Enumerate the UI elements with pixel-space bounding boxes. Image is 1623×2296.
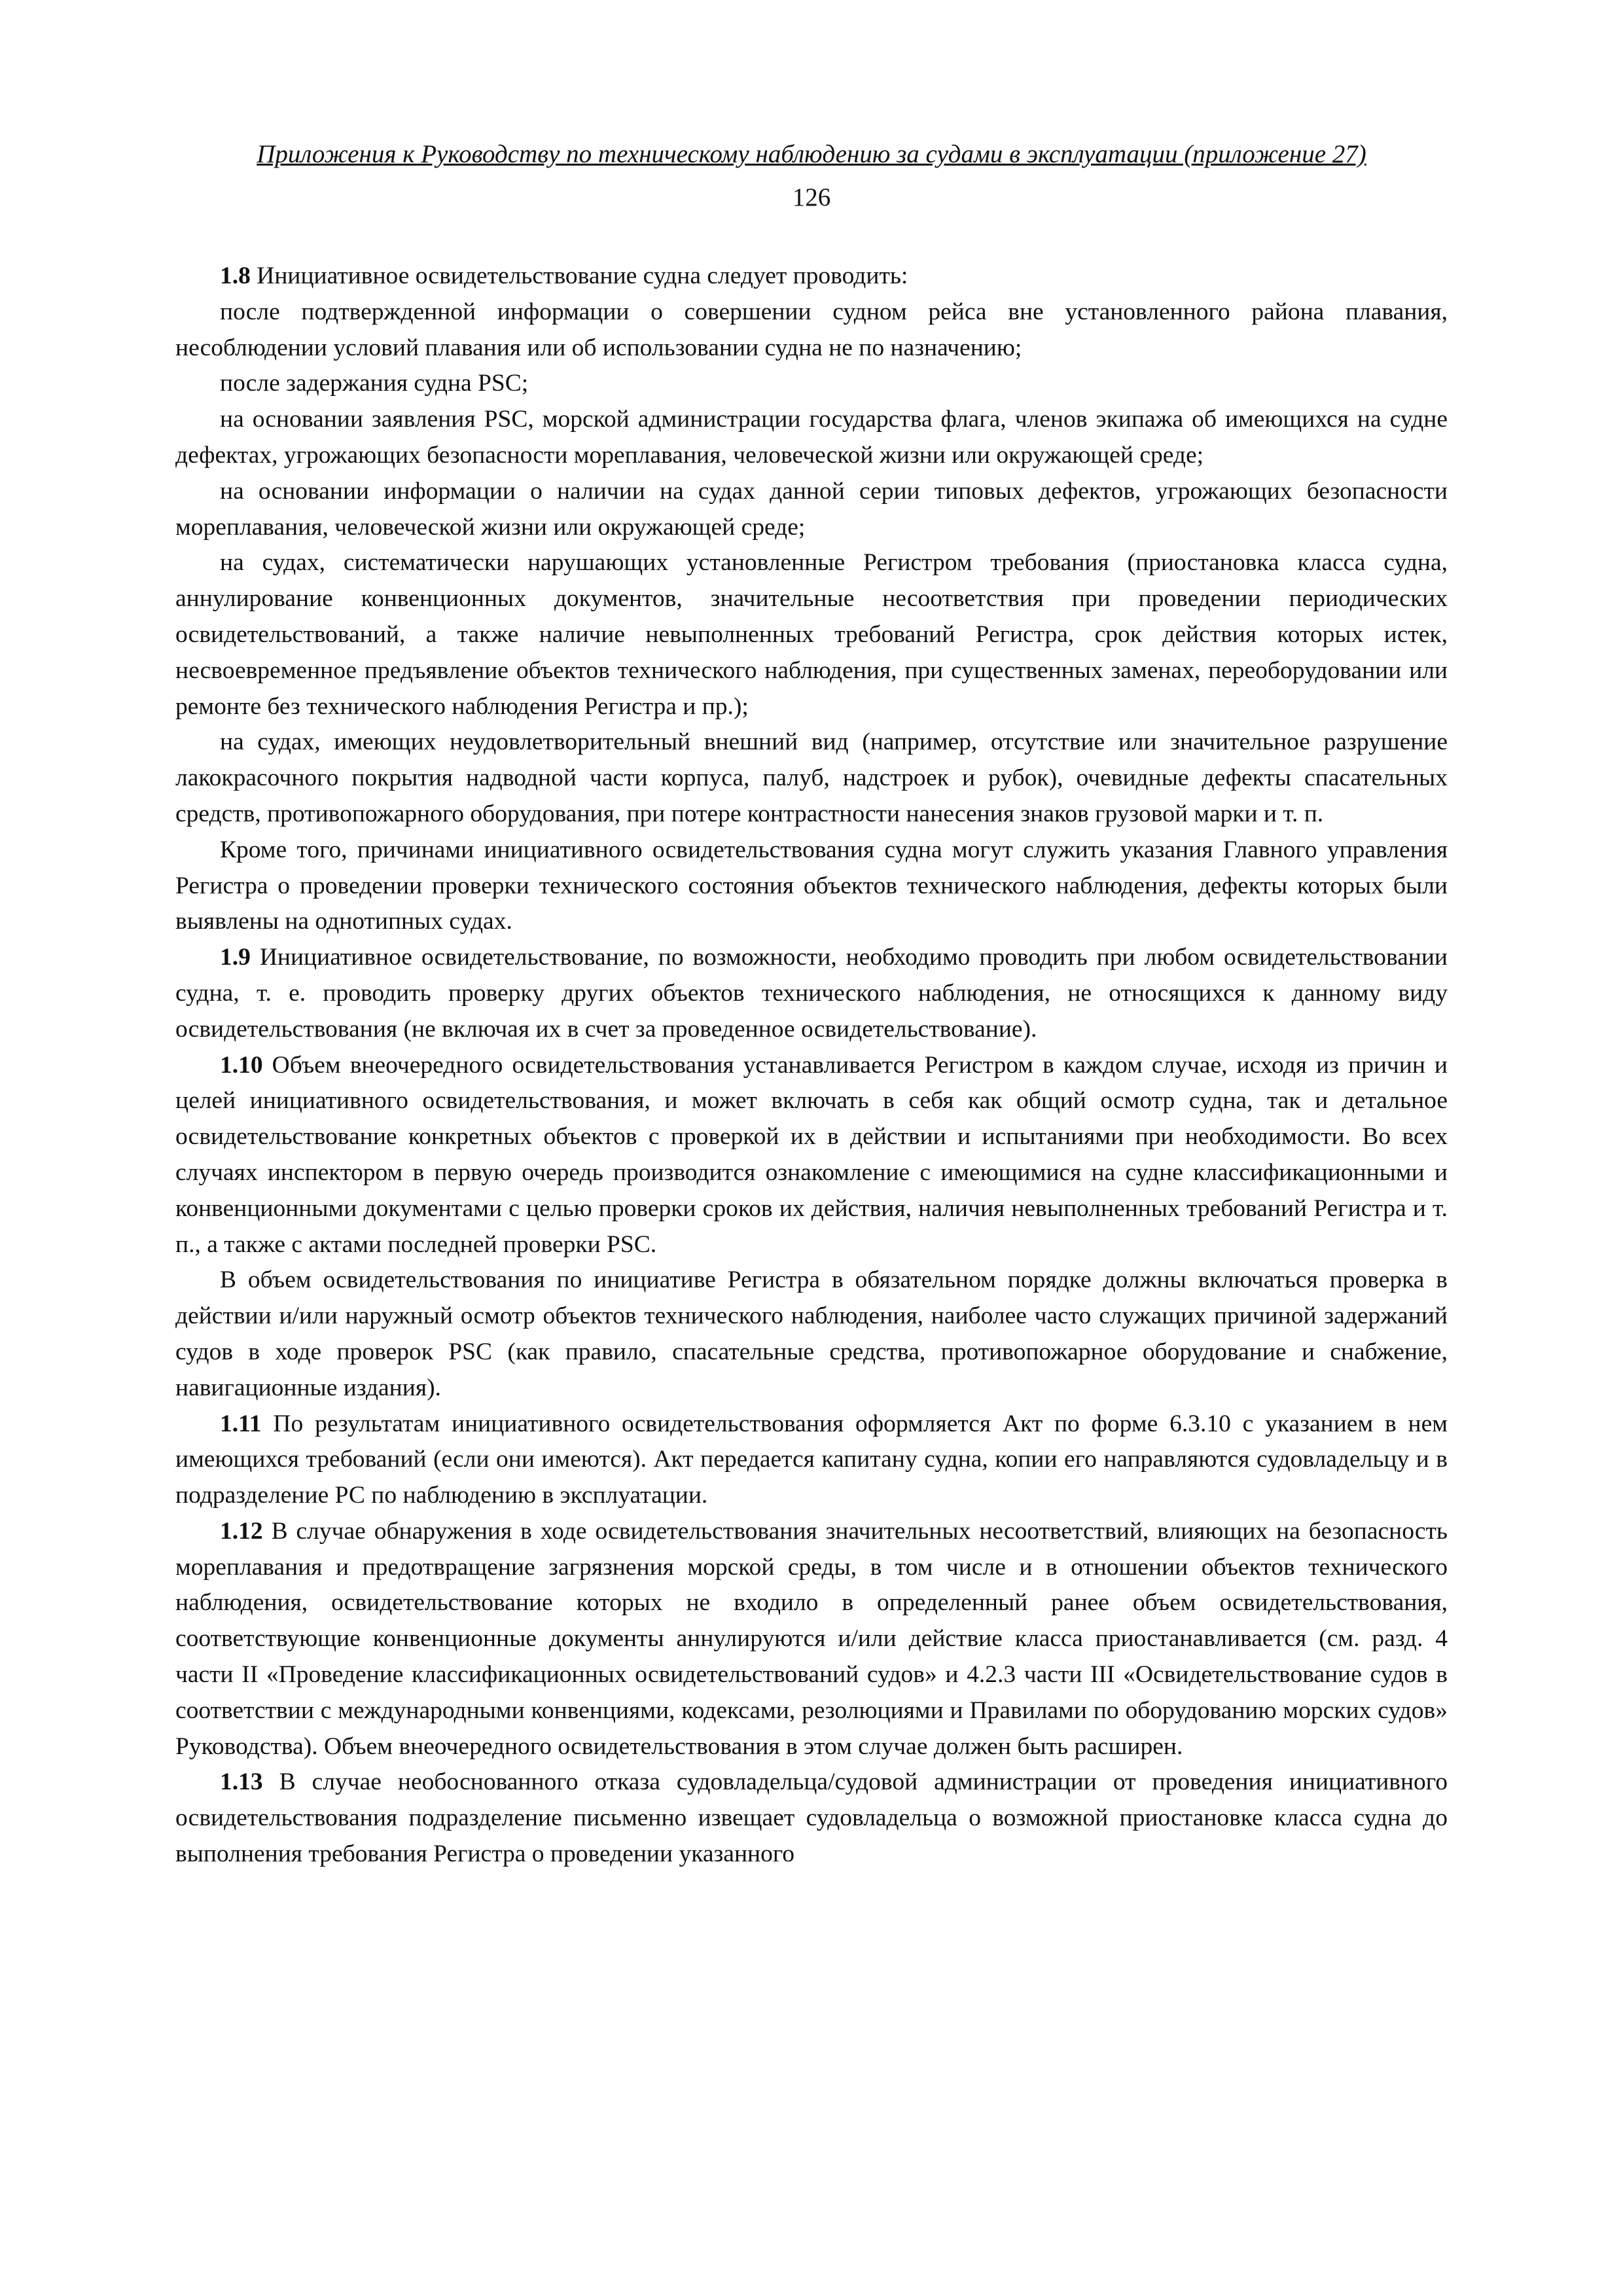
paragraph: на основании заявления PSC, морской администрации государства флага, членов экипажа об имеющихся на судне дефектах, угрожающих безопасности мореплавания, человеческой жизни или окружающей среде;: [175, 406, 1448, 469]
section-number: 1.10: [220, 1051, 263, 1079]
section-paragraph: 1.12 В случае обнаружения в ходе освидетельствования значительных несоответствий, влияющих на безопасность мореплавания и предотвращение загрязнения морской среды, в том числе и в отношении объектов технического наблюдения, освидетельствование которых не входило в определенный ранее объем освидетельствования, соответствующие конвенционные документы аннулируются и/или действие класса приостанавливается (см. разд. 4 части II «Проведение классификационных освидетельствований судов» и 4.2.3 части III «Освидетельствование судов в соответствии с международными конвенциями, кодексами, резолюциями и Правилами по оборудованию морских судов» Руководства). Объем внеочередного освидетельствования в этом случае должен быть расширен.: [175, 1517, 1448, 1760]
paragraph: после подтвержденной информации о совершении судном рейса вне установленного района плавания, несоблюдении условий плавания или об использовании судна не по назначению;: [175, 298, 1448, 361]
paragraph: 1.8 Инициативное освидетельствование судна следует проводить:: [220, 262, 908, 289]
section-number: 1.11: [220, 1410, 262, 1437]
section-number: 1.9: [220, 944, 251, 971]
running-header: Приложения к Руководству по техническому наблюдению за судами в эксплуатации (приложение 27): [257, 140, 1366, 168]
paragraph: В объем освидетельствования по инициативе Регистра в обязательном порядке должны включаться проверка в действии и/или наружный осмотр объектов технического наблюдения, наиболее часто служащих причиной задержаний судов в ходе проверок PSC (как правило, спасательные средства, противопожарное оборудование и снабжение, навигационные издания).: [175, 1266, 1448, 1401]
paragraph: после задержания судна PSC;: [220, 370, 529, 397]
paragraph: на судах, имеющих неудовлетворительный внешний вид (например, отсутствие или значительное разрушение лакокрасочного покрытия надводной части корпуса, палуб, надстроек и рубок), очевидные дефекты спасательных средств, противопожарного оборудования, при потере контрастности нанесения знаков грузовой марки и т. п.: [175, 728, 1448, 827]
section-paragraph: 1.11 По результатам инициативного освидетельствования оформляется Акт по форме 6.3.10 с указанием в нем имеющихся требований (если они имеются). Акт передается капитану судна, копии его направляются судовладельцу и в подразделение РС по наблюдению в эксплуатации.: [175, 1410, 1448, 1509]
section-number: 1.13: [220, 1768, 263, 1796]
section-paragraph: 1.13 В случае необоснованного отказа судовладельца/судовой администрации от проведения инициативного освидетельствования подразделение письменно извещает судовладельца о возможной приостановке класса судна до выполнения требования Регистра о проведении указанного: [175, 1768, 1448, 1868]
section-number: 1.12: [220, 1517, 263, 1545]
section-number: 1.8: [220, 262, 251, 289]
section-paragraph: 1.10 Объем внеочередного освидетельствования устанавливается Регистром в каждом случае, исходя из причин и целей инициативного освидетельствования, и может включать в себя как общий осмотр судна, так и детальное освидетельствование конкретных объектов с проверкой их в действии и испытаниями при необходимости. Во всех случаях инспектором в первую очередь производится ознакомление с имеющимися на судне классификационными и конвенционными документами с целью проверки сроков их действия, наличия невыполненных требований Регистра и т. п., а также с актами последней проверки PSC.: [175, 1051, 1448, 1258]
paragraph: Кроме того, причинами инициативного освидетельствования судна могут служить указания Главного управления Регистра о проведении проверки технического состояния объектов технического наблюдения, дефекты которых были выявлены на однотипных судах.: [175, 836, 1448, 935]
paragraph: на основании информации о наличии на судах данной серии типовых дефектов, угрожающих безопасности мореплавания, человеческой жизни или окружающей среде;: [175, 477, 1448, 541]
page-number: 126: [792, 183, 831, 211]
body-text: [175, 259, 1448, 1873]
paragraph: на судах, систематически нарушающих установленные Регистром требования (приостановка класса судна, аннулирование конвенционных документов, значительные несоответствия при проведении периодических освидетельствований, а также наличие невыполненных требований Регистра, срок действия которых истек, несвоевременное предъявление объектов технического наблюдения, при существенных заменах, переоборудовании или ремонте без технического наблюдения Регистра и пр.);: [175, 549, 1448, 720]
section-paragraph: 1.9 Инициативное освидетельствование, по возможности, необходимо проводить при любом освидетельствовании судна, т. е. проводить проверку других объектов технического наблюдения, не относящихся к данному виду освидетельствования (не включая их в счет за проведенное освидетельствование).: [175, 944, 1448, 1043]
